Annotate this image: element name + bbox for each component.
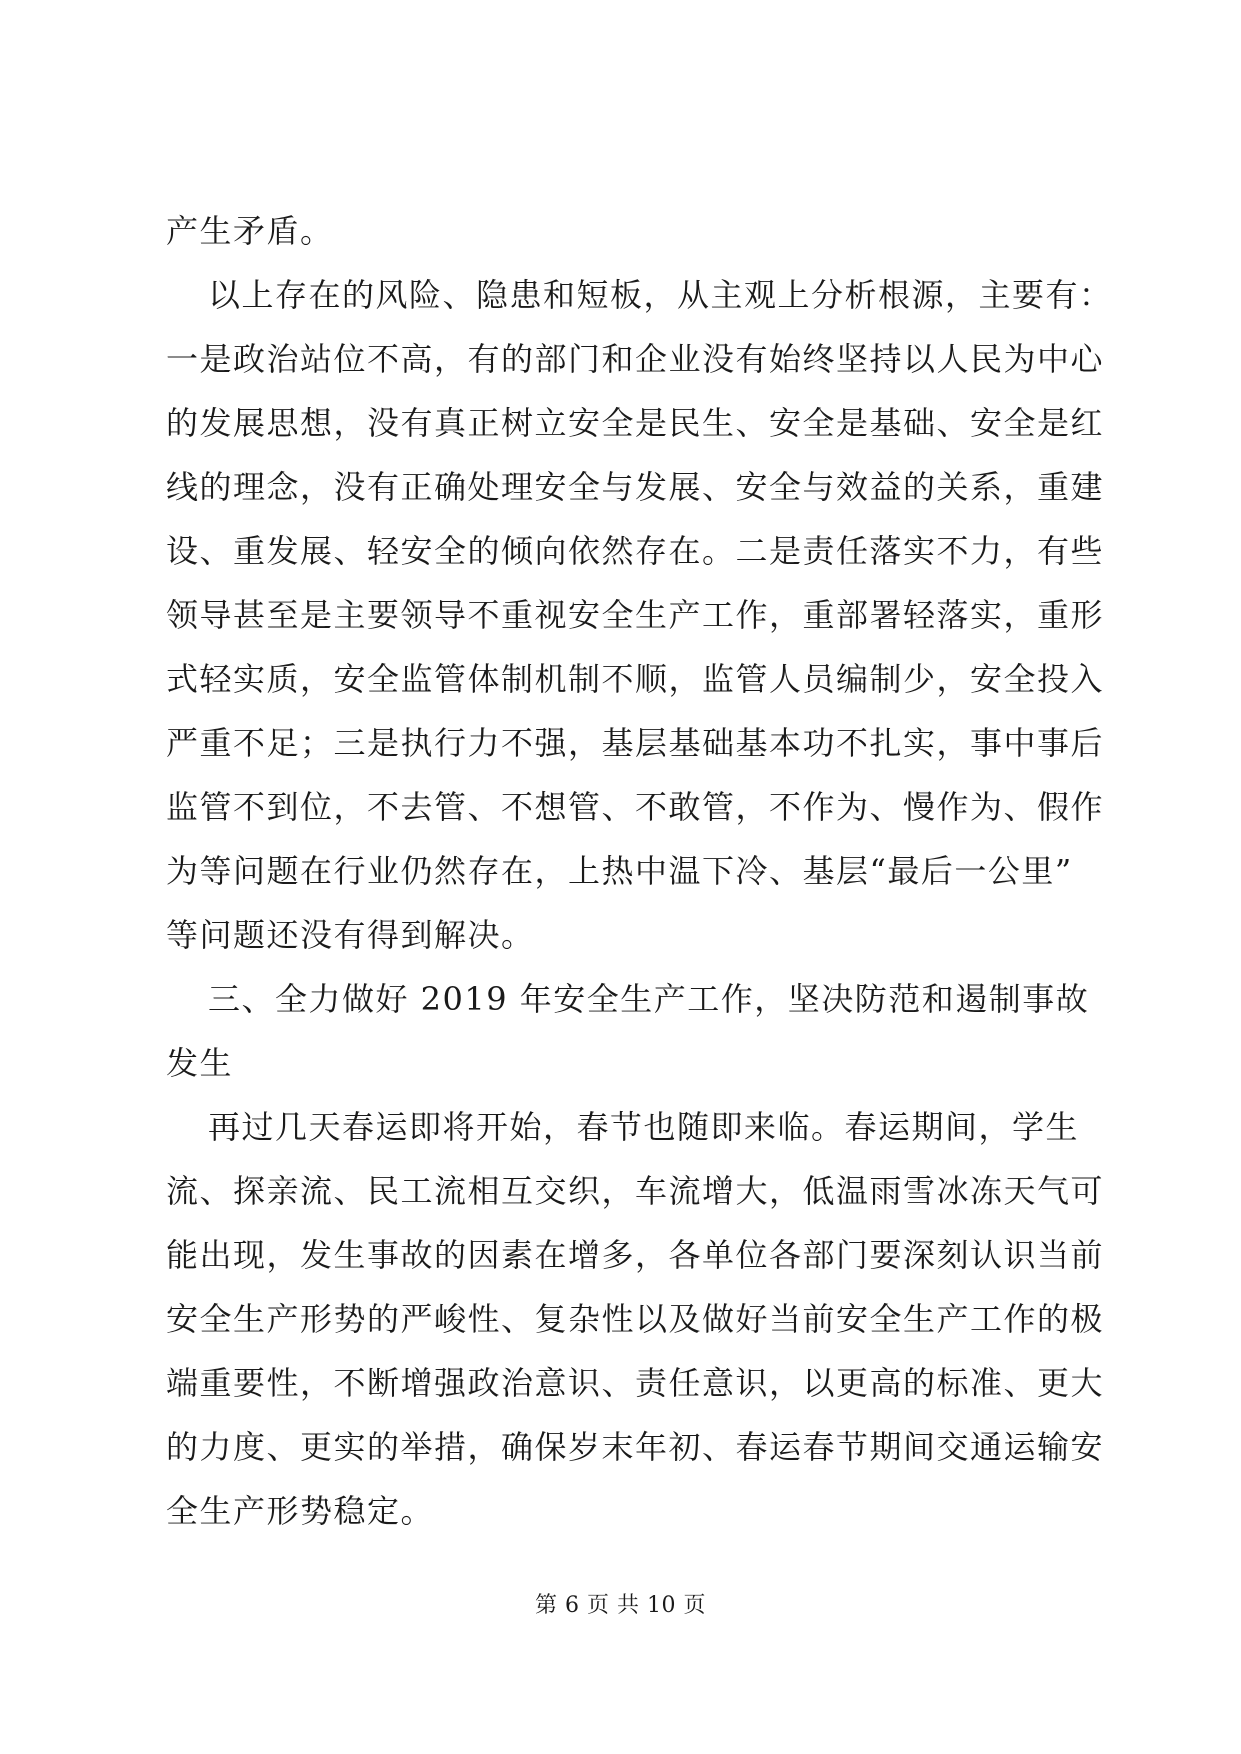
text-line: 为等问题在行业仍然存在，上热中温下冷、基层“最后一公里”: [166, 852, 1073, 890]
section-heading: 三、全力做好 2019 年安全生产工作，坚决防范和遏制事故: [208, 980, 1090, 1018]
text-line: 等问题还没有得到解决。: [166, 916, 535, 954]
text-line: 端重要性，不断增强政治意识、责任意识，以更高的标准、更大: [166, 1364, 1105, 1402]
text-line: 流、探亲流、民工流相互交织，车流增大，低温雨雪冰冻天气可: [166, 1172, 1105, 1210]
paragraph-first-line: 以上存在的风险、隐患和短板，从主观上分析根源，主要有：: [208, 276, 1113, 314]
text-line: 线的理念，没有正确处理安全与发展、安全与效益的关系，重建: [166, 468, 1105, 506]
paragraph-first-line: 再过几天春运即将开始，春节也随即来临。春运期间，学生: [208, 1108, 1080, 1146]
page-number-footer: 第 6 页 共 10 页: [535, 1593, 706, 1618]
text-line: 设、重发展、轻安全的倾向依然存在。二是责任落实不力，有些: [166, 532, 1105, 570]
text-line: 全生产形势稳定。: [166, 1492, 435, 1530]
text-line: 产生矛盾。: [166, 212, 334, 250]
text-line: 严重不足；三是执行力不强，基层基础基本功不扎实，事中事后: [166, 724, 1105, 762]
text-line: 的发展思想，没有真正树立安全是民生、安全是基础、安全是红: [166, 404, 1105, 442]
text-line: 领导甚至是主要领导不重视安全生产工作，重部署轻落实，重形: [166, 596, 1105, 634]
text-line: 安全生产形势的严峻性、复杂性以及做好当前安全生产工作的极: [166, 1300, 1105, 1338]
text-line: 能出现，发生事故的因素在增多，各单位各部门要深刻认识当前: [166, 1236, 1105, 1274]
text-line: 的力度、更实的举措，确保岁末年初、春运春节期间交通运输安: [166, 1428, 1105, 1466]
text-line: 一是政治站位不高，有的部门和企业没有始终坚持以人民为中心: [166, 340, 1105, 378]
text-line: 式轻实质，安全监管体制机制不顺，监管人员编制少，安全投入: [166, 660, 1105, 698]
text-line: 监管不到位，不去管、不想管、不敢管，不作为、慢作为、假作: [166, 788, 1105, 826]
section-heading-continued: 发生: [166, 1044, 234, 1082]
